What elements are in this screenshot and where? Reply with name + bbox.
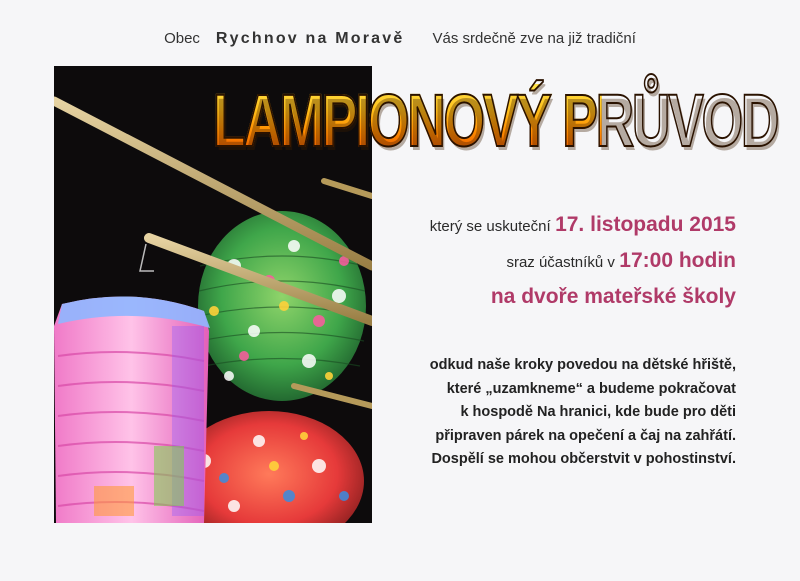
header-obec: Obec [164,30,200,47]
place-line [491,285,736,309]
date-prefix: který se uskuteční [429,218,551,235]
description-line: Dospělí se mohou občerstvit v pohostinství. [431,451,736,467]
date-line [430,213,736,237]
description-line: které „uzamkneme“ a budeme pokračovat [446,380,736,397]
header-town: Rychnov na Moravě [215,30,405,47]
description-line: připraven párek na opečení a čaj na zahřátí. [435,427,736,444]
event-place: na dvoře mateřské školy [490,285,736,308]
description-line: odkud naše kroky povedou na dětské hřiště, [429,357,736,373]
header-invite: Vás srdečně zve na již tradiční [432,30,636,47]
description-line: k hospodě Na hranici, kde bude pro děti [460,404,736,420]
event-date: 17. listopadu 2015 [555,213,736,236]
time-prefix: sraz účastníků v [506,254,615,271]
pink-lantern [54,296,210,523]
description [430,354,736,472]
event-title: LAMPIONOVÝ PRŮVOD [213,79,778,162]
time-line [506,249,736,273]
header [0,30,800,48]
event-time: 17:00 hodin [619,249,736,272]
